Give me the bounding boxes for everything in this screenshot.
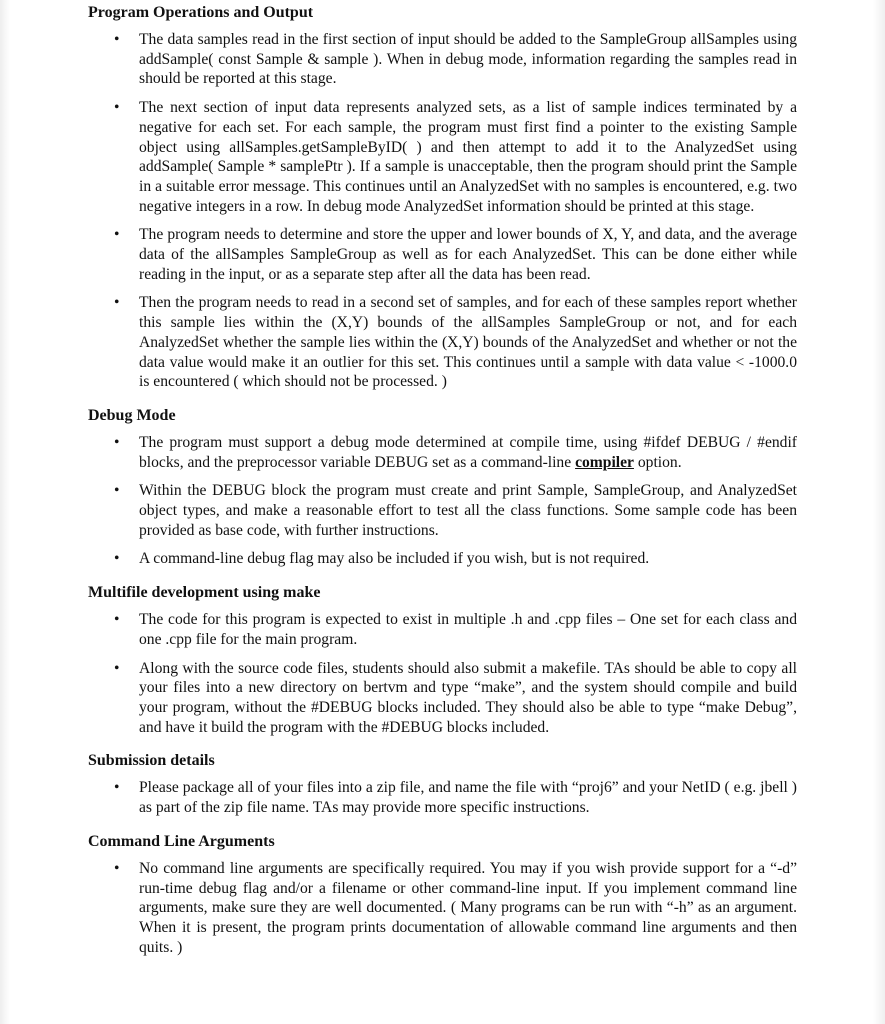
section-heading: Command Line Arguments [88,832,275,850]
compiler-link[interactable]: compiler [575,453,634,471]
list-item: • The code for this program is expected to exist in multiple .h and .cpp files – One set for each class and one .cpp file for the main program. [139,610,797,649]
section-program-operations [88,2,885,392]
bullet-list [88,30,885,392]
list-item: • The next section of input data represents analyzed sets, as a list of sample indices terminated by a negative for each set. For each sample, the program must first find a pointer to the existing Sample object using allSamples.getSampleByID( ) and then attempt to add it to the AnalyzedSet using addSample( Sample * samplePtr ). If a sample is unacceptable, then the program should print the Sample in a suitable error message. This continues until an AnalyzedSet with no samples is encountered, e.g. two negative integers in a row. In debug mode AnalyzedSet information should be printed at this stage. [139,98,797,216]
section-heading: Submission details [88,752,215,770]
list-item: • The program needs to determine and store the upper and lower bounds of X, Y, and data, and the average data of the allSamples SampleGroup as well as for each AnalyzedSet. This can be done either while reading in the input, or as a separate step after all the data has been read. [139,225,797,284]
bullet-list [88,610,885,737]
list-item: • A command-line debug flag may also be included if you wish, but is not required. [139,549,797,569]
list-item: • Within the DEBUG block the program must create and print Sample, SampleGroup, and AnalyzedSet object types, and make a reasonable effort to test all the class functions. Some sample code has been provided as base code, with further instructions. [139,481,797,540]
list-item-text: The program must support a debug mode determined at compile time, using #ifdef DEBUG / #endif blocks, and the preprocessor variable DEBUG set as a command-line [139,433,797,471]
section-command-line-args [88,831,885,958]
list-item: • The data samples read in the first section of input should be added to the SampleGroup allSamples using addSample( const Sample & sample ). When in debug mode, information regarding the samples read in should be reported at this stage. [139,30,797,89]
section-heading: Multifile development using make [88,584,321,602]
section-multifile-make [88,582,885,737]
list-item-tail: option. [633,453,682,471]
list-item: • Along with the source code files, students should also submit a makefile. TAs should be able to copy all your files into a new directory on bertvm and type “make”, and the system should compile and build your program, without the #DEBUG blocks included. They should also be able to type “make Debug”, and have it build the program with the #DEBUG blocks included. [139,659,797,738]
list-item: • No command line arguments are specifically required. You may if you wish provide support for a “-d” run-time debug flag and/or a filename or other command-line input. If you implement command line arguments, make sure they are well documented. ( Many programs can be run with “-h” as an argument. When it is present, the program prints documentation of allowable command line arguments and then quits. ) [139,859,797,958]
list-item: • Please package all of your files into a zip file, and name the file with “proj6” and your NetID ( e.g. jbell ) as part of the zip file name. TAs may provide more specific instructions. [139,778,797,817]
list-item [139,433,797,472]
section-submission-details [88,750,885,817]
section-debug-mode [88,405,885,569]
bullet-list [88,433,885,569]
section-heading: Debug Mode [88,406,176,424]
bullet-list [88,778,885,817]
list-item: • Then the program needs to read in a second set of samples, and for each of these samples report whether this sample lies within the (X,Y) bounds of the allSamples SampleGroup or not, and for each AnalyzedSet whether the sample lies within the (X,Y) bounds of the AnalyzedSet and whether or not the data value would make it an outlier for this set. This continues until a sample with data value < -1000.0 is encountered ( which should not be processed. ) [139,293,797,392]
section-heading: Program Operations and Output [88,4,314,21]
bullet-list [88,859,885,958]
